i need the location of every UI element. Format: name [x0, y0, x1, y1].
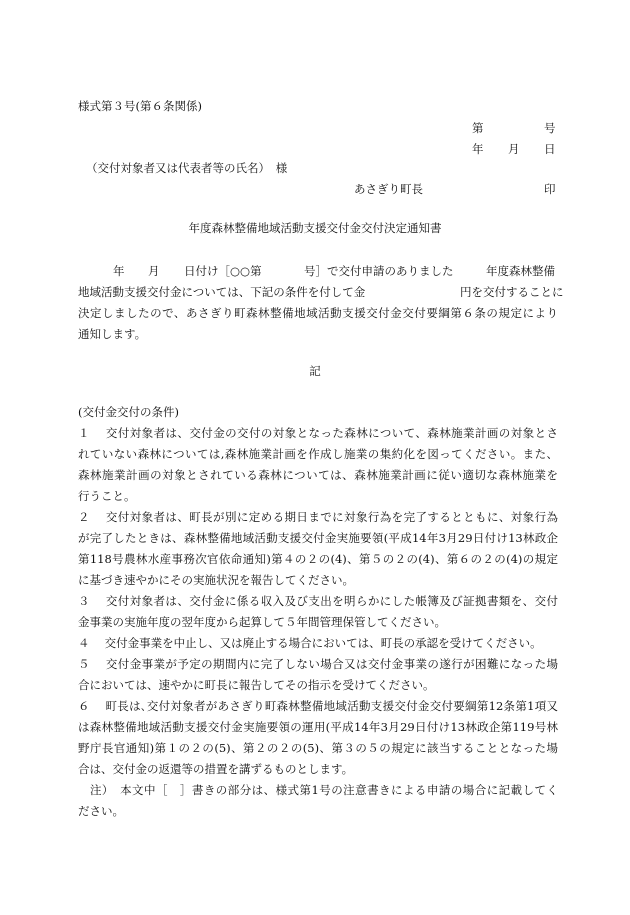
condition-6-line: ６ 町長は､交付対象者があさぎり町森林整備地域活動支援交付金交付要綱第12条第1項又 [78, 699, 558, 713]
condition-3-line: 金事業の実施年度の翌年度から起算して５年間管理保管してください。 [78, 615, 446, 629]
condition-6-line: は森林整備地域活動支援交付金実施要領の運用(平成14年3月29日付け13林政企第119号林 [78, 720, 558, 734]
intro-date-text: 日付け［○○第 [184, 264, 262, 278]
intro-year: 年 [113, 264, 125, 278]
condition-1-line: １ 交付対象者は、交付金の交付の対象となった森林について、森林施業計画の対象とさ [78, 426, 558, 440]
condition-1-line: 行うこと。 [78, 489, 136, 503]
intro-line2-a: 地域活動支援交付金については、下記の条件を付して金 [78, 285, 366, 299]
intro-number-text: 号］で交付申請のありました [304, 264, 454, 278]
intro-fiscal-tail: 年度森林整備 [486, 264, 555, 278]
condition-5-line: 合においては、速やかに町長に報告してその指示を受けてください。 [78, 678, 435, 692]
condition-1-line: れていない森林については,森林施業計画を作成し施業の集約化を図ってください。また、 [78, 447, 558, 461]
condition-1-line: 森林施業計画の対象とされている森林については、森林施業計画に従い適切な森林施業を [78, 468, 558, 482]
condition-2-line: 第118号農林水産事務次官依命通知)第４の２の(4)、第５の２の(4)、第６の２の(4)の規定 [78, 552, 558, 566]
condition-2-line: に基づき速やかにその実施状況を報告してください。 [78, 573, 354, 587]
condition-2-line: ２ 交付対象者は、町長が別に定める期日までに対象行為を完了するとともに、対象行為 [78, 510, 558, 524]
number-prefix: 第 [472, 121, 484, 135]
condition-2-line: が完了したときは、森林整備地域活動支援交付金実施要領(平成14年3月29日付け13林政企 [78, 531, 558, 545]
intro-line3: 決定しましたので、あさぎり町森林整備地域活動支援交付金交付要綱第６条の規定により [78, 306, 558, 320]
note-line: ださい。 [78, 804, 124, 818]
seal-mark: 印 [544, 182, 556, 196]
form-label: 様式第３号(第６条関係) [78, 99, 202, 113]
note-line: 注） 本文中［ ］書きの部分は、様式第1号の注意書きによる申請の場合に記載してく [78, 783, 558, 797]
condition-6-line: 野庁長官通知)第１の２の(5)、第２の２の(5)、第３の５の規定に該当することとなった場 [78, 741, 558, 755]
intro-line4: 通知します。 [78, 327, 147, 341]
issuer: あさぎり町長 [354, 182, 423, 196]
condition-4-line: ４ 交付金事業を中止し、又は廃止する場合においては、町長の承認を受けてください。 [78, 636, 542, 650]
conditions-heading: (交付金交付の条件) [78, 405, 179, 419]
intro-line2-b: 円を交付することに [460, 285, 564, 299]
document-title: 年度森林整備地域活動支援交付金交付決定通知書 [188, 221, 442, 235]
date-year-label: 年 [472, 142, 484, 156]
condition-5-line: ５ 交付金事業が予定の期間内に完了しない場合又は交付金事業の遂行が困難になった場 [78, 657, 558, 671]
intro-month: 月 [148, 264, 160, 278]
condition-6-line: 合は、交付金の返還等の措置を講ずるものとします。 [78, 762, 354, 776]
addressee: （交付対象者又は代表者等の氏名） 様 [86, 161, 288, 175]
date-month-label: 月 [508, 142, 520, 156]
condition-3-line: ３ 交付対象者は、交付金に係る収入及び支出を明らかにした帳簿及び証拠書類を、交付 [78, 594, 558, 608]
ki-heading: 記 [309, 364, 321, 378]
date-day-label: 日 [544, 142, 556, 156]
number-suffix: 号 [544, 121, 556, 135]
